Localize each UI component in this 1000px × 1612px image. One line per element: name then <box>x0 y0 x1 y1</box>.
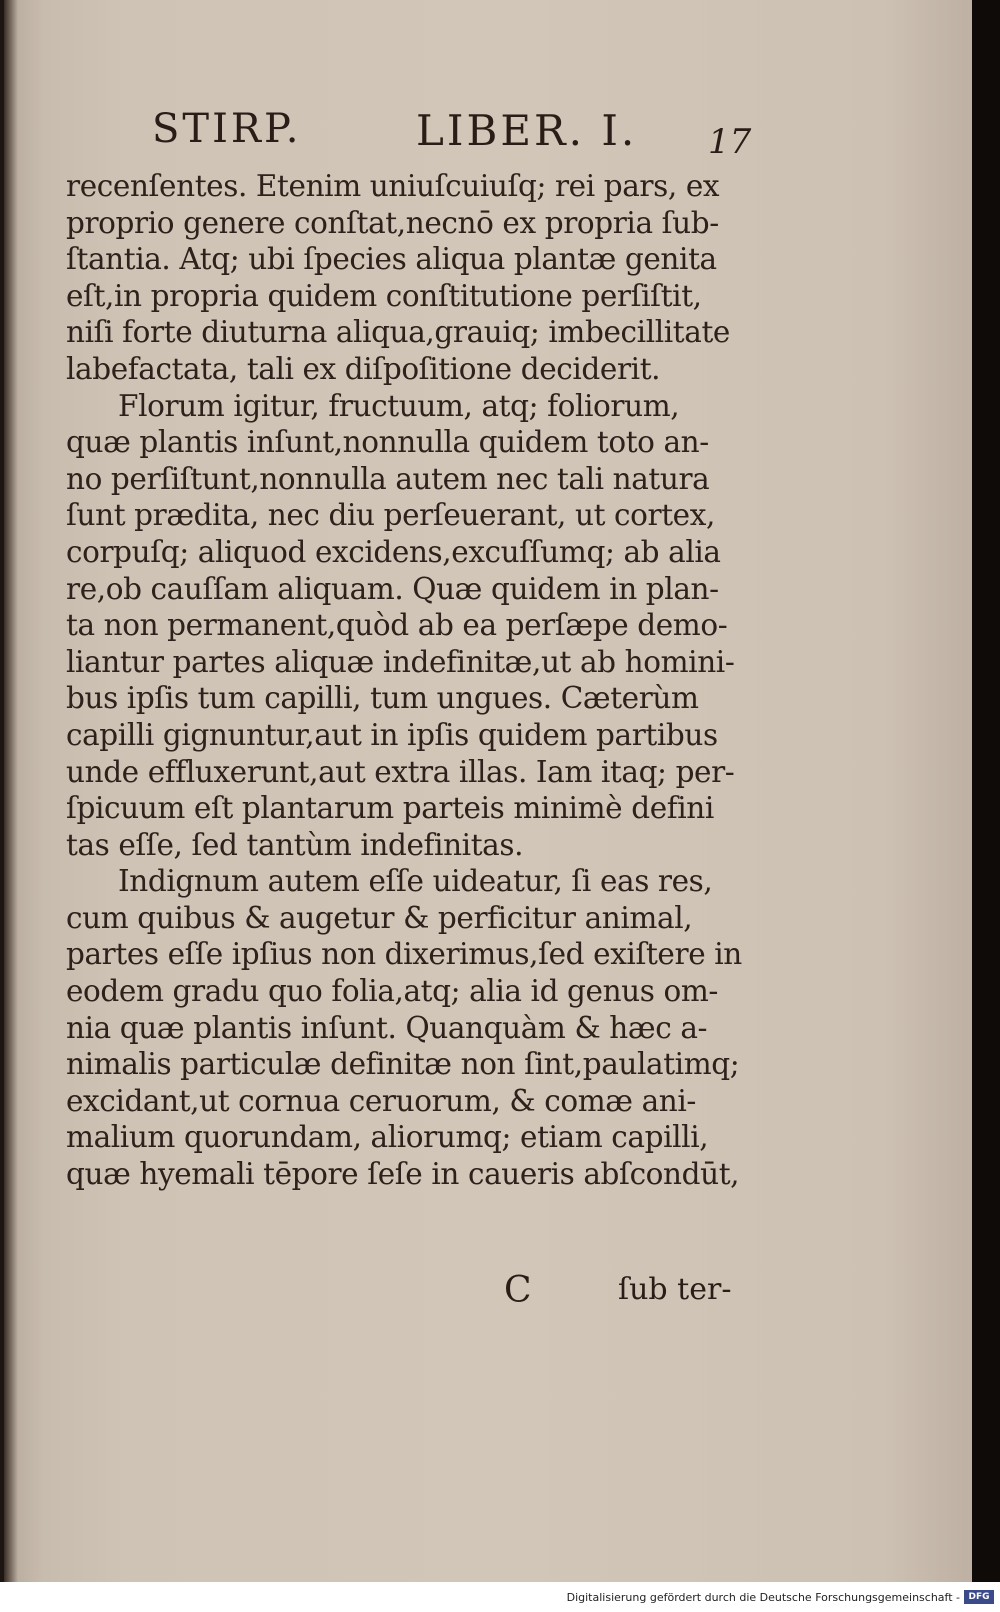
text-line: bus ipſis tum capilli, tum ungues. Cæterùm <box>66 681 699 716</box>
book-page <box>4 0 972 1582</box>
text-line: re,ob cauſſam aliquam. Quæ quidem in plan- <box>66 571 719 606</box>
text-line: no perſiſtunt,nonnulla autem nec tali natura <box>66 461 710 496</box>
text-line: nimalis particulæ definitæ non ſint,paulatimq; <box>66 1047 740 1082</box>
text-line: Indignum autem eſſe uideatur, ſi eas res, <box>118 864 713 899</box>
text-line: ſpicuum eſt plantarum parteis minimè defini <box>66 791 714 826</box>
text-line: ſunt prædita, nec diu perſeuerant, ut cortex, <box>66 498 715 533</box>
catchword: ſub ter- <box>618 1272 732 1307</box>
running-header <box>4 106 972 166</box>
text-line: malium quorundam, aliorumq; etiam capilli, <box>66 1120 709 1155</box>
header-left-title: STIRP. <box>152 106 302 152</box>
text-line: niſi forte diuturna aliqua,grauiq; imbecillitate <box>66 315 730 350</box>
text-line: liantur partes aliquæ indefinitæ,ut ab homini- <box>66 644 735 679</box>
text-line: cum quibus & augetur & perficitur animal, <box>66 900 693 935</box>
text-line: nia quæ plantis inſunt. Quanquàm & hæc a- <box>66 1010 708 1045</box>
page-number: 17 <box>708 122 752 162</box>
text-line: corpuſq; aliquod excidens,excuſſumq; ab alia <box>66 534 721 569</box>
text-line: quæ hyemali tēpore ſeſe in caueris abſcondūt, <box>66 1157 740 1192</box>
header-book-title: LIBER. I. <box>416 106 638 155</box>
signature-mark: C <box>504 1270 532 1311</box>
text-line: ta non permanent,quòd ab ea perſæpe demo- <box>66 608 728 643</box>
text-line: excidant,ut cornua ceruorum, & comæ ani- <box>66 1083 696 1118</box>
page-footer-marks <box>4 1270 972 1314</box>
scan-border <box>972 0 1000 1582</box>
text-line: proprio genere conſtat,necnō ex propria ſub- <box>66 205 719 240</box>
text-line: eodem gradu quo folia,atq; alia id genus om- <box>66 974 718 1009</box>
text-line: recenſentes. Etenim uniuſcuiuſq; rei pars, ex <box>66 169 720 203</box>
text-line: Florum igitur, fructuum, atq; foliorum, <box>118 388 680 423</box>
funding-credit: Digitalisierung gefördert durch die Deutsche Forschungsgemeinschaft - <box>566 1591 960 1604</box>
gutter-shadow <box>4 0 18 1582</box>
dfg-logo: DFG <box>964 1590 994 1604</box>
digitization-footer <box>0 1582 1000 1612</box>
text-line: partes eſſe ipſius non dixerimus,ſed exiſtere in <box>66 937 742 972</box>
text-line: quæ plantis inſunt,nonnulla quidem toto an- <box>66 425 709 460</box>
text-line: eſt,in propria quidem conſtitutione perſiſtit, <box>66 278 702 313</box>
text-line: unde effluxerunt,aut extra illas. Iam itaq; per- <box>66 754 735 789</box>
text-line: labefactata, tali ex diſpoſitione deciderit. <box>66 351 661 386</box>
text-line: ſtantia. Atq; ubi ſpecies aliqua plantæ genita <box>66 242 717 277</box>
body-text <box>66 168 766 1193</box>
text-line: tas eſſe, ſed tantùm indefinitas. <box>66 827 524 862</box>
text-line: capilli gignuntur,aut in ipſis quidem partibus <box>66 717 718 752</box>
